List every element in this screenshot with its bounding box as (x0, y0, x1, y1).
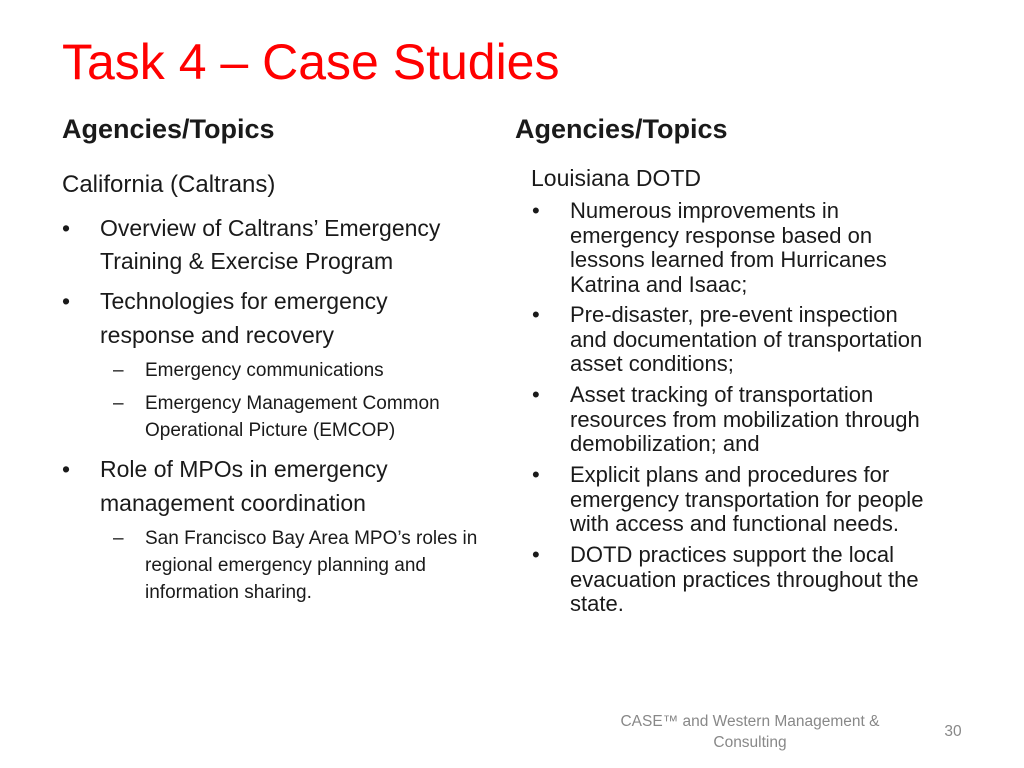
sub-bullet-text-line: regional emergency planning and (145, 555, 426, 576)
bullet-text-line: evacuation practices throughout the (570, 567, 919, 592)
bullet-text-line: state. (570, 591, 624, 616)
slide-footer (590, 711, 910, 753)
bullet-text-line: Asset tracking of transportation (570, 382, 874, 407)
left-column-heading: Agencies/Topics (62, 114, 275, 144)
slide-title: Task 4 – Case Studies (62, 34, 560, 90)
left-agency-name: California (Caltrans) (62, 171, 276, 198)
right-agency-name: Louisiana DOTD (531, 165, 702, 191)
sub-bullet-text-line: Operational Picture (EMCOP) (145, 420, 396, 441)
footer-line-1: CASE™ and Western Management & (620, 713, 880, 730)
bullet-text-line: resources from mobilization through (570, 407, 920, 432)
bullet-text-line: DOTD practices support the local (570, 542, 895, 567)
bullet-text-line: with access and functional needs. (570, 511, 899, 536)
sub-bullet-dash: – (113, 528, 124, 549)
bullet-dot: • (62, 215, 71, 241)
bullet-text-line: Technologies for emergency (100, 288, 388, 314)
bullet-text-line: Numerous improvements in (570, 198, 839, 223)
footer-line-2: Consulting (713, 734, 787, 751)
sub-bullet-dash: – (113, 360, 124, 381)
sub-bullet-text-line: Emergency Management Common (145, 393, 440, 414)
bullet-text-line: emergency transportation for people (570, 487, 924, 512)
bullet-dot: • (532, 302, 540, 327)
bullet-dot: • (532, 542, 540, 567)
bullet-text-line: management coordination (100, 490, 366, 516)
bullet-dot: • (532, 462, 540, 487)
sub-bullet-text-line: Emergency communications (145, 360, 384, 381)
right-column-heading: Agencies/Topics (515, 114, 728, 144)
bullet-text-line: Training & Exercise Program (100, 248, 394, 274)
bullet-dot: • (532, 382, 540, 407)
bullet-text-line: Katrina and Isaac; (570, 272, 748, 297)
bullet-text-line: Role of MPOs in emergency (100, 456, 388, 482)
bullet-text-line: and documentation of transportation (570, 327, 923, 352)
bullet-text-line: lessons learned from Hurricanes (570, 247, 887, 272)
bullet-text-line: emergency response based on (570, 223, 873, 248)
slide-number: 30 (944, 723, 962, 740)
bullet-text-line: demobilization; and (570, 431, 760, 456)
sub-bullet-dash: – (113, 393, 124, 414)
bullet-dot: • (62, 456, 71, 482)
bullet-text-line: Pre-disaster, pre-event inspection (570, 302, 898, 327)
bullet-text-line: Explicit plans and procedures for (570, 462, 890, 487)
bullet-dot: • (62, 288, 71, 314)
sub-bullet-text-line: San Francisco Bay Area MPO’s roles in (145, 528, 478, 549)
sub-bullet-text-line: information sharing. (145, 582, 312, 603)
bullet-dot: • (532, 198, 540, 223)
bullet-text-line: response and recovery (100, 322, 334, 348)
bullet-text-line: asset conditions; (570, 351, 734, 376)
bullet-text-line: Overview of Caltrans’ Emergency (100, 215, 441, 241)
